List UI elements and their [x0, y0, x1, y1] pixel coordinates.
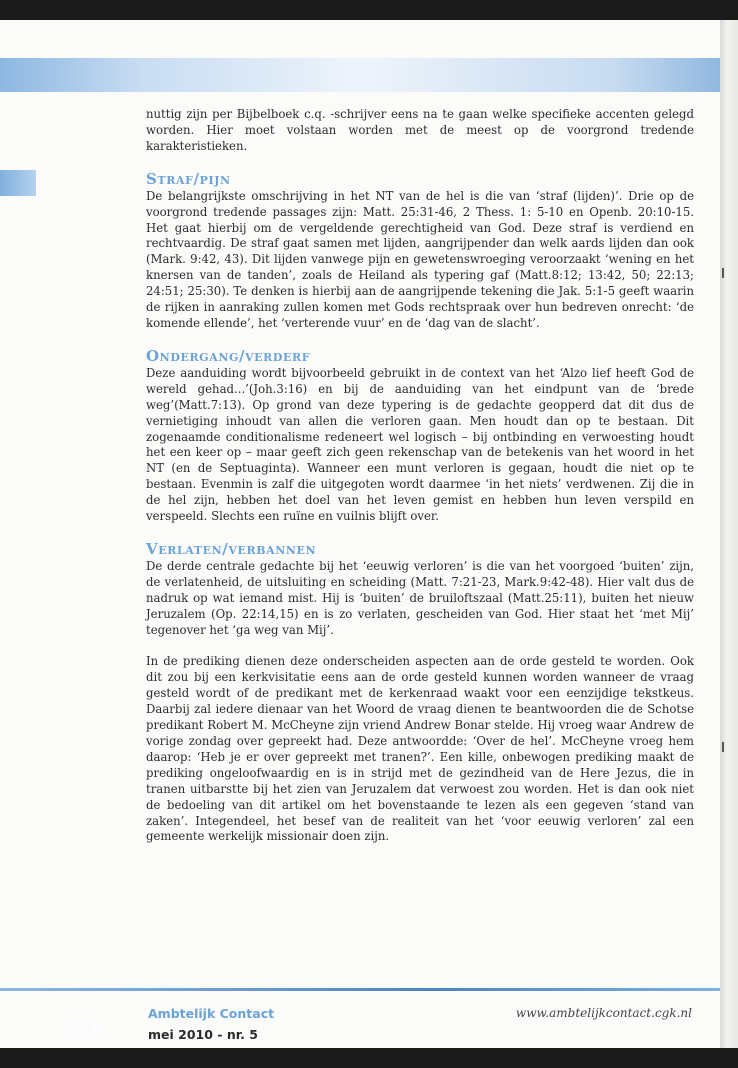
- issue-label: mei 2010 - nr. 5: [148, 1027, 258, 1042]
- website-url: www.ambtelijkcontact.cgk.nl: [515, 1006, 692, 1020]
- intro-paragraph: nuttig zijn per Bijbelboek c.q. -schrijver eens na te gaan welke specifieke accenten gelegd worden. Hier moet volstaan worden met de meest op de voorgrond tredende karakteristieken.: [146, 107, 694, 153]
- edge-mark: [722, 742, 724, 752]
- header-color-band: [0, 58, 722, 92]
- closing-paragraph: In de prediking dienen deze onderscheiden aspecten aan de orde gesteld te worden. Ook dit zou bij een kerkvisitatie eens aan de orde gesteld kunnen worden wanneer de vraag gesteld wordt of de predikant met de kerkenraad waakt voor een eenzijdige tekstkeus. Daarbij zal iedere dienaar van het Woord de vraag dienen te beantwoorden die de Schotse predikant Robert M. McCheyne zijn vriend Andrew Bonar stelde. Hij vroeg waar Andrew de vorige zondag over gepreekt had. Deze antwoordde: ‘Over de hel’. McCheyne vroeg hem daarop: ‘Heb je er over gepreekt met tranen?’. Een kille, onbewogen prediking maakt de prediking ongeloofwaardig en is in strijd met de gezindheid van de Here Jezus, die in tranen uitbarstte bij het zien van Jeruzalem dat verwoest zou worden. Het is dan ook niet de bedoeling van dit artikel om het bovenstaande te lezen als een gegeven ‘stand van zaken’. Integendeel, het besef van de realiteit van het ‘voor eeuwig verloren’ zal een gemeente werkelijk missionair doen zijn.: [146, 654, 694, 844]
- edge-mark: [722, 268, 724, 278]
- page-number: 584: [67, 1020, 99, 1039]
- article-body: [146, 107, 694, 845]
- document-page: [0, 20, 722, 1048]
- section-body-straf-pijn: De belangrijkste omschrijving in het NT van de hel is die van ‘straf (lijden)’. Drie op de voorgrond tredende passages zijn: Matt. 25:31-46, 2 Thess. 1: 5-10 en Openb. 20:10-15. Het gaat hierbij om de vergeldende gerechtigheid van God. Deze straf is verdiend en rechtvaardig. De straf gaat samen met lijden, aangrijpender dan welk aards lijden dan ook (Mark. 9:42, 43). Dit lijden vanwege pijn en gewetenswroeging veroorzaakt ‘wening en het knersen van de tanden’, zoals de Heiland als typering gaf (Matt.8:12; 13:42, 50; 22:13; 24:51; 25:30). Te denken is hierbij aan de aangrijpende tekening die Jak. 5:1-5 geeft waarin de rijken in aanraking zullen komen met Gods rechtspraak over hun bedreven onrecht: ‘de komende ellende’, het ‘verterende vuur’ en de ‘dag van de slacht’.: [146, 188, 694, 330]
- section-heading-straf-pijn: Straf/pijn: [146, 169, 231, 188]
- margin-tab-marker: [0, 170, 36, 196]
- footer-rule: [0, 988, 722, 991]
- section-heading-ondergang-verderf: Ondergang/verderf: [146, 346, 311, 365]
- section-heading-verlaten-verbannen: Verlaten/verbannen: [146, 539, 317, 558]
- section-body-ondergang-verderf: Deze aanduiding wordt bijvoorbeeld gebruikt in de context van het ‘Alzo lief heeft God de wereld gehad...’(Joh.3:16) en bij de aanduiding van het eindpunt van de ‘brede weg’(Matt.7:13). Op grond van deze typering is de gedachte geopperd dat dit dus de vernietiging inhoudt van allen die verloren gaan. Men houdt dan op te bestaan. Dit zogenaamde conditionalisme redeneert wel logisch – bij ontbinding en verwoesting houdt het een keer op – maar geeft zich geen rekenschap van de betekenis van het woord in het NT (en de Septuaginta). Wanneer een munt verloren is gegaan, houdt die niet op te bestaan. Evenmin is zalf die uitgegoten wordt daarmee ‘in het niets’ verdwenen. Zij die in de hel zijn, hebben het doel van het leven gemist en hebben hun leven verspild en verspeeld. Slechts een ruïne en vuilnis blijft over.: [146, 365, 694, 524]
- magazine-title: Ambtelijk Contact: [148, 1006, 275, 1021]
- book-spine-edge: [720, 20, 738, 1048]
- section-body-verlaten-verbannen: De derde centrale gedachte bij het ‘eeuwig verloren’ is die van het voorgoed ‘buiten’ zijn, de verlatenheid, de uitsluiting en scheiding (Matt. 7:21-23, Mark.9:42-48). Hier valt dus de nadruk op wat iemand mist. Hij is ‘buiten’ de bruiloftszaal (Matt.25:11), buiten het nieuw Jeruzalem (Op. 22:14,15) en is zo verlaten, gescheiden van God. Hier staat het ‘met Mij’ tegenover het ‘ga weg van Mij’.: [146, 558, 694, 637]
